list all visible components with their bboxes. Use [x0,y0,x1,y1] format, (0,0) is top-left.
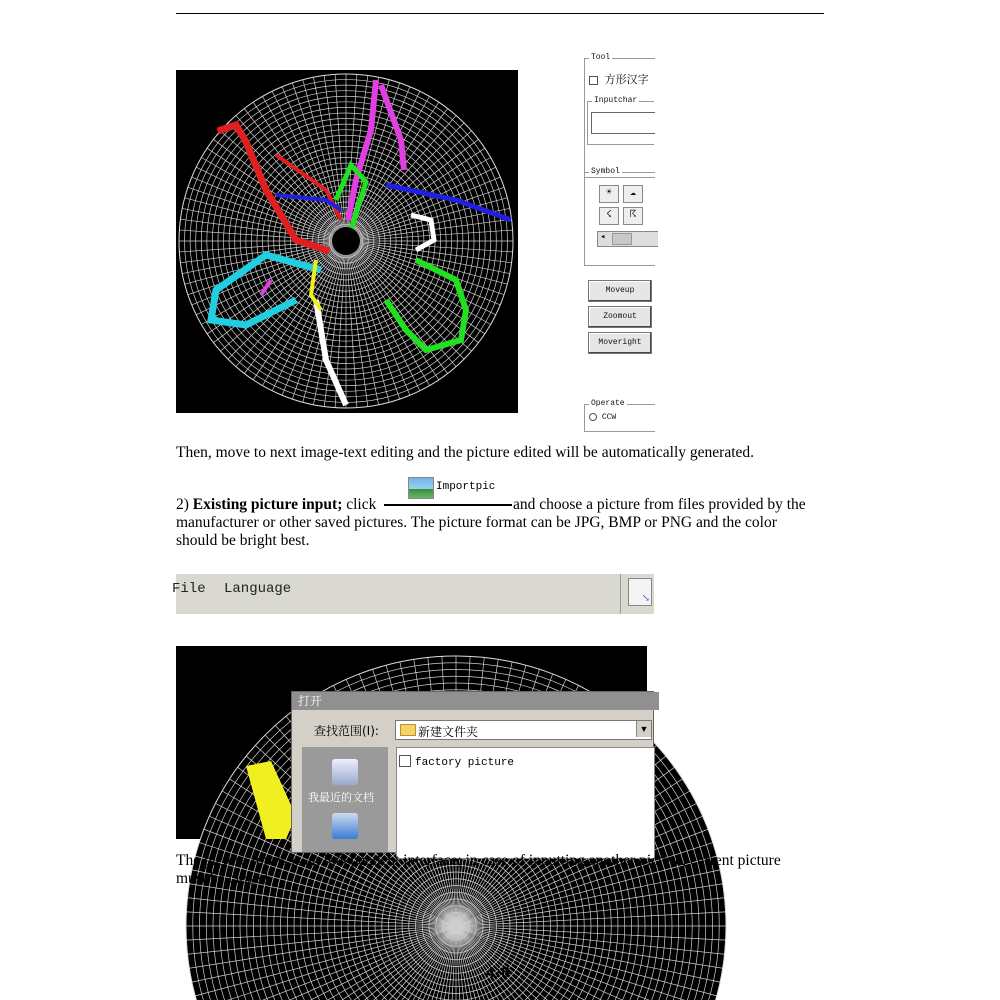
recent-docs-label[interactable]: 我最近的文档 [308,791,374,804]
inputchar-label: Inputchar [594,96,638,105]
desktop-icon[interactable] [332,813,358,839]
wheel-hub [332,227,360,255]
para3-line2: must be closed. [176,870,272,887]
operate-label: Operate [591,399,625,408]
page-number [486,964,510,981]
open-dialog-screenshot [176,646,647,839]
scroll-thumb[interactable] [612,233,632,245]
operate-group [584,399,655,432]
places-bar [302,747,388,852]
file-item-label: factory picture [415,757,515,769]
para2-click: click [342,496,377,513]
page-separator: / [496,968,500,980]
para2-prefix: 2) [176,496,193,513]
menu-file[interactable]: File [172,581,206,597]
file-item-factory-picture[interactable] [399,752,514,770]
inputchar-group [587,96,654,145]
lookin-dropdown[interactable] [395,720,652,740]
symbol-group [584,167,655,266]
symbol-label: Symbol [591,167,620,176]
pointer-icon: ↘ [641,593,650,604]
open-dialog [291,691,654,853]
inputchar-field[interactable] [591,112,655,134]
ccw-label: CCW [601,413,617,423]
para2-line2: manufacturer or other saved pictures. The picture format can be JPG, BMP or PNG and the color [176,514,777,531]
lookin-label: 查找范围(I): [314,724,379,738]
para2-bold: Existing picture input; [192,496,343,513]
wheel-graphic [176,70,518,413]
importpic-label: Importpic [436,481,496,493]
file-icon [399,755,411,767]
file-list [396,747,655,859]
moveright-button[interactable]: Moveright [588,332,652,354]
menu-bar [172,574,654,614]
para2-line3: should be bright best. [176,532,310,549]
menu-language[interactable]: Language [224,581,292,597]
zoomout-button[interactable]: Zoomout [588,306,652,328]
para2-after-button: and choose a picture from files provided by the [513,496,806,513]
radio-circle[interactable] [589,413,597,421]
folder-name: 新建文件夹 [418,725,479,739]
corner-symbol-button[interactable]: ☈ [623,207,643,225]
page-current: 4 [486,964,495,981]
page-total: 8 [501,964,510,981]
top-rule [176,13,824,14]
recent-docs-icon[interactable] [332,759,358,785]
checkbox-label: 方形汉字 [604,73,649,86]
checkbox-box[interactable] [589,76,598,85]
para3-line1: The picture forms is an independent interface; in case of inputting another picture, current picture [176,852,781,869]
square-char-checkbox[interactable] [589,71,649,87]
chevron-down-icon[interactable]: ▼ [636,721,651,737]
arrow-symbol-button[interactable]: ☇ [599,207,619,225]
tool-panel [582,52,654,430]
dialog-title: 打开 [292,692,659,710]
ccw-radio[interactable] [589,413,616,422]
tool-group [584,53,655,178]
folder-icon [400,724,416,736]
sun-symbol-button[interactable]: ☀ [599,185,619,203]
moveup-button[interactable]: Moveup [588,280,652,302]
symbol-scrollbar[interactable] [597,231,658,247]
tool-label: Tool [591,53,611,62]
cloud-symbol-button[interactable]: ☁ [623,185,643,203]
scroll-left-icon[interactable]: ◂ [600,232,606,242]
wheel-image [176,70,518,413]
menu-separator [620,574,621,614]
toolbar-document-icon[interactable] [628,578,652,606]
paragraph-1: Then, move to next image-text editing and the picture edited will be automatically generated. [176,444,755,461]
